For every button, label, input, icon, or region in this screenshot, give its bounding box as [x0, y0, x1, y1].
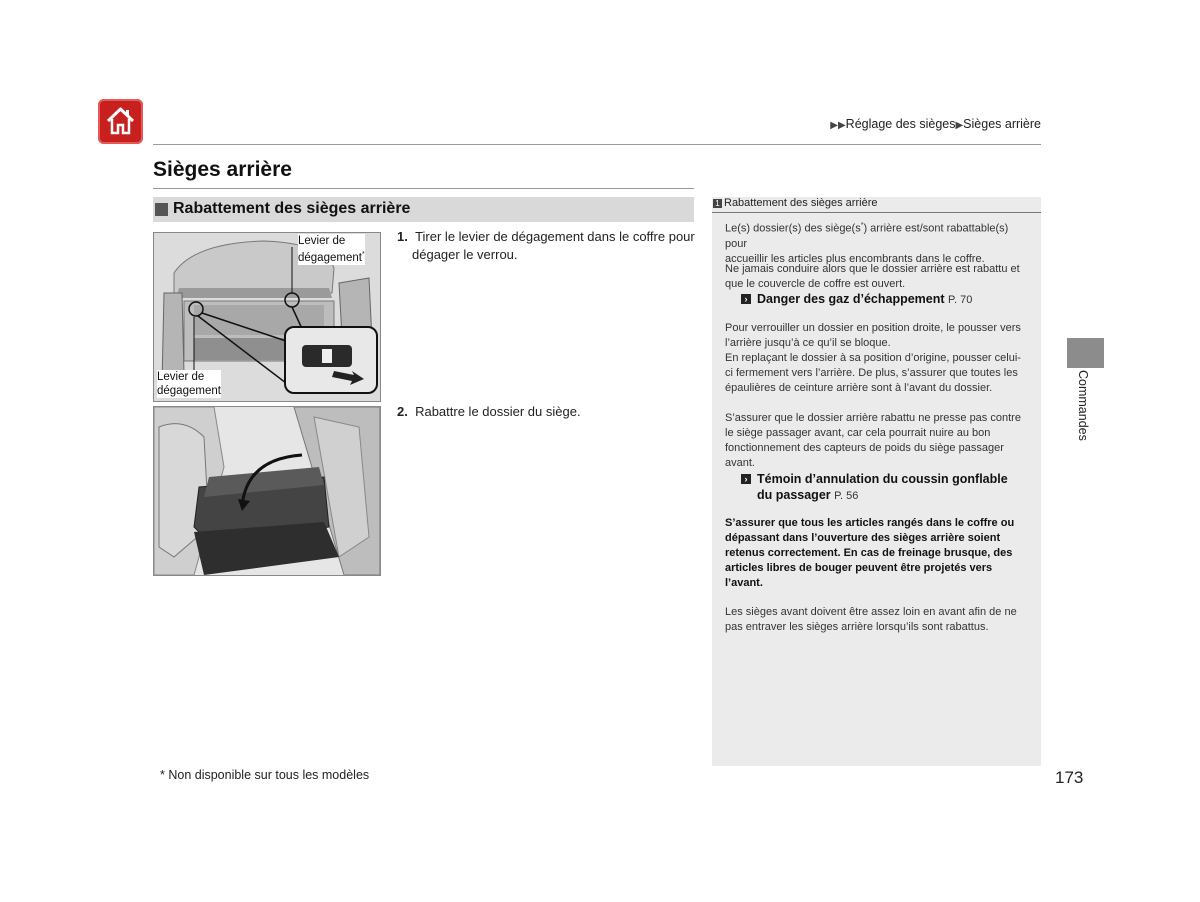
step-1	[397, 228, 697, 264]
section-header	[153, 197, 694, 222]
reference-arrow-icon: ›	[741, 474, 751, 484]
header-divider	[153, 144, 1041, 145]
sidebar-paragraph-4	[725, 411, 1030, 471]
triangle-right-icon: ▶▶	[830, 120, 846, 131]
sidebar-title: Rabattement des sièges arrière	[724, 197, 878, 209]
sb-p2b: que le couvercle de coffre est ouvert.	[725, 278, 906, 290]
sb-warn-e: l’avant.	[725, 577, 763, 589]
sb-warn-b: dépassant dans l’ouverture des sièges arrière soient	[725, 532, 1001, 544]
sb-warn-c: retenus correctement. En cas de freinage brusque, des	[725, 547, 1013, 559]
home-button[interactable]	[98, 99, 143, 144]
page-number: 173	[1055, 768, 1084, 787]
section-marker-icon	[155, 203, 168, 216]
folded-seat-image	[154, 407, 380, 575]
fold-seatback-illustration	[153, 406, 381, 576]
step-2-number: 2.	[397, 404, 408, 419]
sb-p2a: Ne jamais conduire alors que le dossier arrière est rabattu et	[725, 263, 1020, 275]
note-marker-icon: 1	[713, 199, 722, 208]
chapter-tab-marker[interactable]	[1067, 338, 1104, 368]
callout-release-lever-top	[298, 234, 365, 265]
sidebar-paragraph-2	[725, 262, 1030, 292]
callout-top-line2: dégagement	[298, 251, 362, 264]
sb-p3a: Pour verrouiller un dossier en position droite, le pousser vers	[725, 322, 1021, 334]
breadcrumb-part-2[interactable]: Sièges arrière	[963, 117, 1041, 131]
callout-release-lever-bottom	[157, 370, 221, 398]
sb-p4d: avant.	[725, 457, 755, 469]
callout-top-mark: *	[361, 251, 365, 258]
sb-p4c: fonctionnement des capteurs de poids du siège passager	[725, 442, 1004, 454]
sb-p3e: épaulières de ceinture arrière sont à l’avant du dossier.	[725, 382, 993, 394]
callout-top-line1: Levier de	[298, 235, 346, 247]
reference-arrow-icon: ›	[741, 294, 751, 304]
step-1-number: 1.	[397, 229, 408, 244]
section-title: Rabattement des sièges arrière	[173, 200, 411, 217]
callout-bottom-line1: Levier de	[157, 371, 205, 383]
sb-p3b: l’arrière jusqu’à ce qu’il se bloque.	[725, 337, 891, 349]
footnote: * Non disponible sur tous les modèles	[160, 768, 370, 782]
chapter-tab-label[interactable]: Commandes	[1076, 370, 1090, 441]
sb-p1c: accueillir les articles plus encombrants dans le coffre.	[725, 252, 985, 265]
page-title: Sièges arrière	[153, 158, 292, 181]
step-1-text: Tirer le levier de dégagement dans le coffre pour	[415, 229, 695, 244]
sb-warn-a: S’assurer que tous les articles rangés dans le coffre ou	[725, 517, 1015, 529]
sb-p4b: le siège passager avant, car cela pourrait nuire au bon	[725, 427, 991, 439]
sb-p3d: ci fermement vers l’arrière. De plus, s’assurer que toutes les	[725, 367, 1018, 379]
sb-warn-d: articles libres de bouger peuvent être projetés vers	[725, 562, 993, 574]
ref1-page[interactable]: P. 70	[948, 294, 973, 306]
step-2-text: Rabattre le dossier du siège.	[415, 404, 581, 419]
sb-p1b: ) arrière est/sont rabattable(s) pour	[725, 222, 1009, 250]
ref2-line1[interactable]: Témoin d’annulation du coussin gonflable	[757, 472, 1008, 486]
step-2	[397, 403, 697, 421]
triangle-right-icon: ▶	[955, 120, 964, 131]
sidebar-paragraph-3	[725, 321, 1030, 396]
step-1-text-cont: dégager le verrou.	[412, 247, 518, 262]
sb-p5a: Les sièges avant doivent être assez loin en avant afin de ne	[725, 606, 1017, 618]
ref1-text[interactable]: Danger des gaz d’échappement	[757, 292, 945, 306]
sidebar-header	[712, 197, 1041, 213]
home-icon	[104, 105, 137, 138]
sidebar-warning	[725, 516, 1030, 591]
title-divider	[153, 188, 694, 189]
sidebar-paragraph-5	[725, 605, 1030, 635]
sb-p4a: S’assurer que le dossier arrière rabattu ne presse pas contre	[725, 412, 1021, 424]
breadcrumb	[830, 117, 1041, 131]
ref2-page[interactable]: P. 56	[834, 490, 859, 502]
reference-exhaust-danger[interactable]	[741, 291, 972, 308]
callout-bottom-line2: dégagement	[157, 385, 221, 397]
breadcrumb-part-1[interactable]: Réglage des sièges	[845, 117, 956, 131]
sb-p1a: Le(s) dossier(s) des siège(s	[725, 222, 861, 235]
sb-p1mark: *	[860, 222, 864, 229]
sb-p3c: En replaçant le dossier à sa position d’origine, pousser celui-	[725, 352, 1021, 364]
reference-airbag-indicator[interactable]	[741, 471, 1008, 504]
sidebar-paragraph-1	[725, 218, 1030, 267]
trunk-release-lever-illustration	[153, 232, 381, 402]
ref2-line2[interactable]: du passager	[757, 488, 831, 502]
sb-p5b: pas entraver les sièges arrière lorsqu’ils sont rabattus.	[725, 621, 989, 633]
